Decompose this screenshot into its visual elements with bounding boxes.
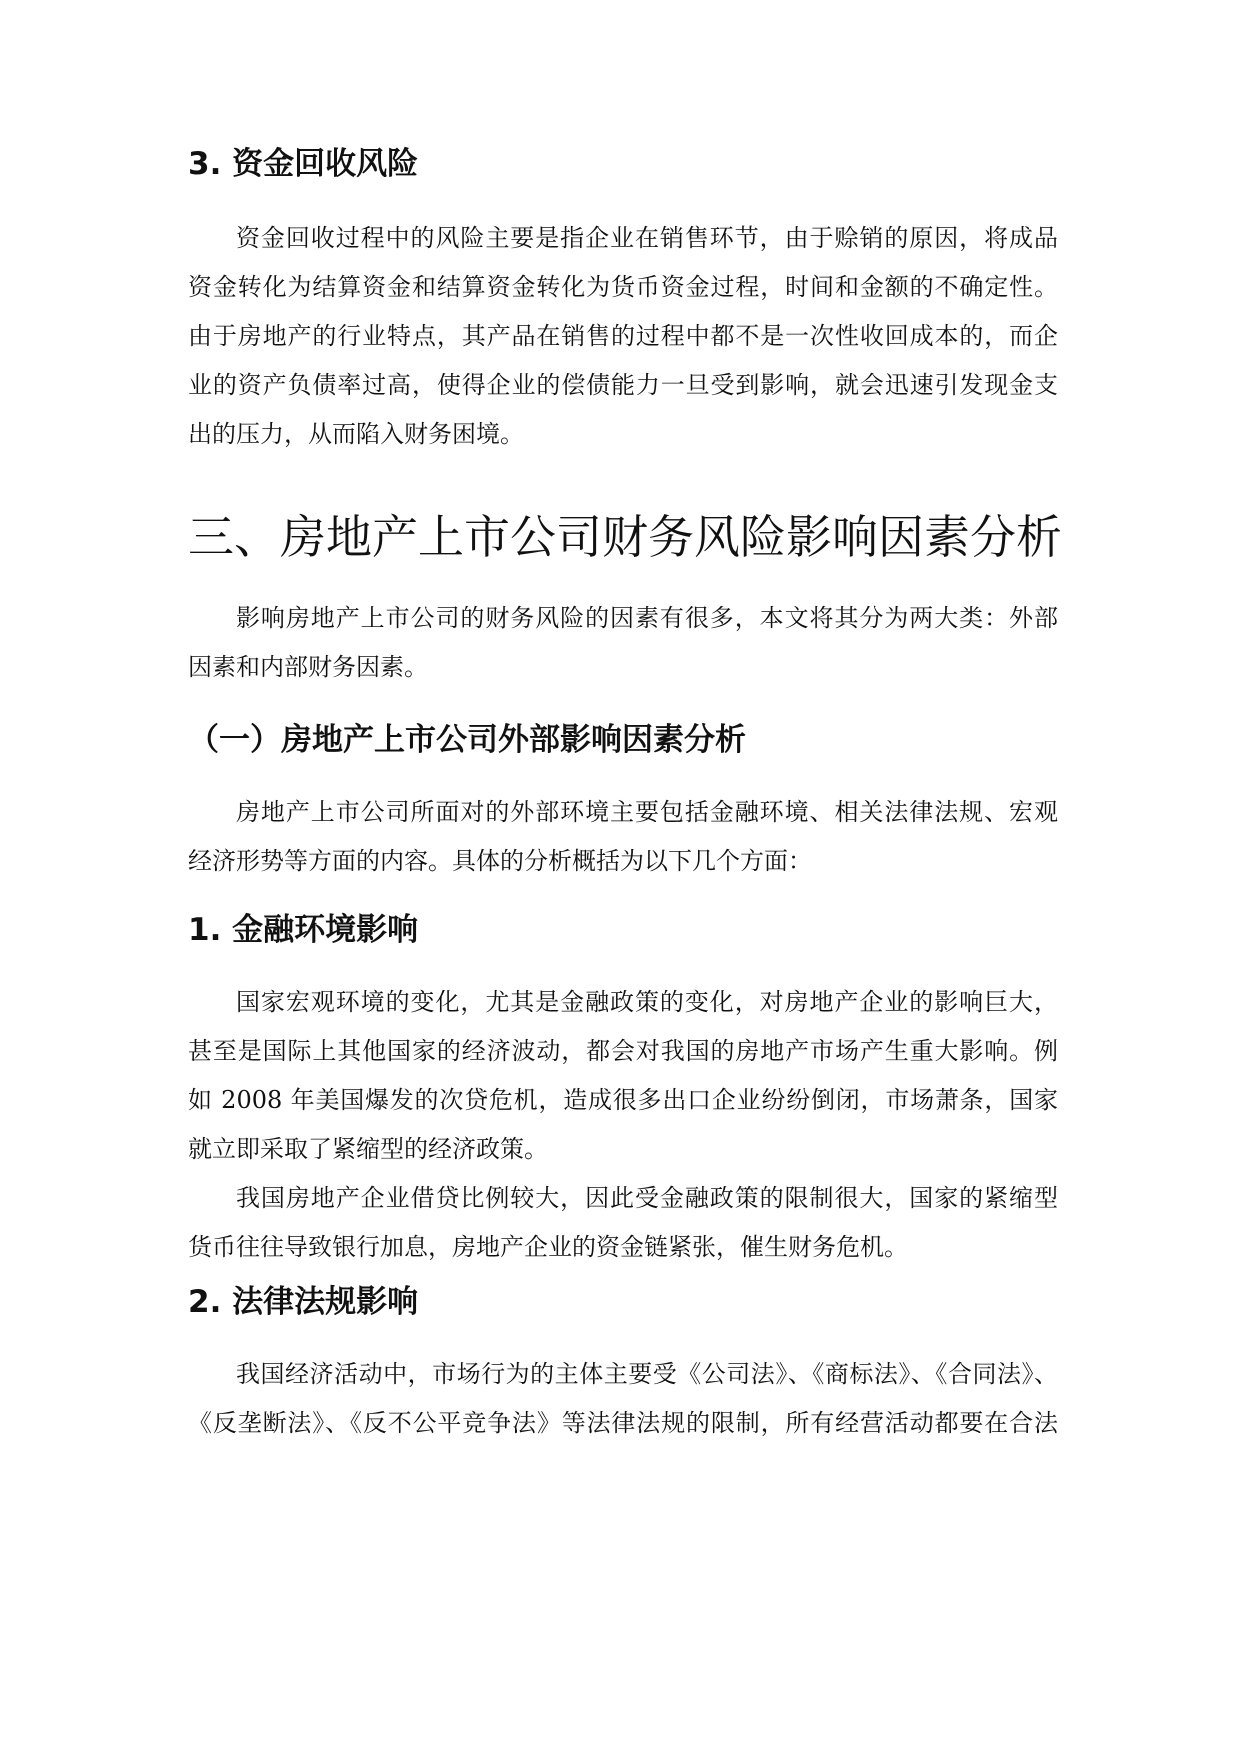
- paragraph-line: 资金回收过程中的风险主要是指企业在销售环节，由于赊销的原因，将成品: [236, 224, 1058, 252]
- paragraph-fund-recovery-risk: [188, 214, 1058, 459]
- paragraph-line: 就立即采取了紧缩型的经济政策。: [188, 1135, 548, 1163]
- paragraph-line: 业的资产负债率过高，使得企业的偿债能力一旦受到影响，就会迅速引发现金支: [188, 371, 1058, 399]
- paragraph-line: 我国经济活动中，市场行为的主体主要受《公司法》、《商标法》、《合同法》、: [236, 1360, 1058, 1388]
- paragraph-financial-environment-2: [188, 1174, 1058, 1272]
- paragraph-chapter-intro: [188, 594, 1058, 692]
- section-heading-financial-environment: 1. 金融环境影响: [188, 912, 419, 948]
- paragraph-line: 经济形势等方面的内容。具体的分析概括为以下几个方面：: [188, 847, 812, 875]
- paragraph-line: 影响房地产上市公司的财务风险的因素有很多，本文将其分为两大类：外部: [236, 604, 1058, 632]
- paragraph-external-intro: [188, 788, 1058, 886]
- chapter-heading: 三、房地产上市公司财务风险影响因素分析: [188, 510, 1062, 564]
- paragraph-line: 出的压力，从而陷入财务困境。: [188, 420, 524, 448]
- paragraph-line: 房地产上市公司所面对的外部环境主要包括金融环境、相关法律法规、宏观: [236, 798, 1058, 826]
- subsection-heading-external-factors: （一）房地产上市公司外部影响因素分析: [188, 722, 746, 758]
- section-heading-laws-regulations: 2. 法律法规影响: [188, 1284, 419, 1320]
- paragraph-line: 国家宏观环境的变化，尤其是金融政策的变化，对房地产企业的影响巨大，: [236, 988, 1058, 1016]
- paragraph-financial-environment-1: [188, 978, 1058, 1174]
- paragraph-line: 如 2008 年美国爆发的次贷危机，造成很多出口企业纷纷倒闭，市场萧条，国家: [188, 1086, 1058, 1114]
- section-heading-fund-recovery-risk: 3. 资金回收风险: [188, 146, 419, 182]
- paragraph-line: 由于房地产的行业特点，其产品在销售的过程中都不是一次性收回成本的，而企: [188, 322, 1058, 350]
- paragraph-line: 《反垄断法》、《反不公平竞争法》等法律法规的限制，所有经营活动都要在合法: [188, 1409, 1058, 1437]
- paragraph-laws-regulations: [188, 1350, 1058, 1448]
- paragraph-line: 因素和内部财务因素。: [188, 653, 428, 681]
- paragraph-line: 货币往往导致银行加息，房地产企业的资金链紧张，催生财务危机。: [188, 1233, 908, 1261]
- paragraph-line: 资金转化为结算资金和结算资金转化为货币资金过程，时间和金额的不确定性。: [188, 273, 1058, 301]
- paragraph-line: 甚至是国际上其他国家的经济波动，都会对我国的房地产市场产生重大影响。例: [188, 1037, 1058, 1065]
- paragraph-line: 我国房地产企业借贷比例较大，因此受金融政策的限制很大，国家的紧缩型: [236, 1184, 1058, 1212]
